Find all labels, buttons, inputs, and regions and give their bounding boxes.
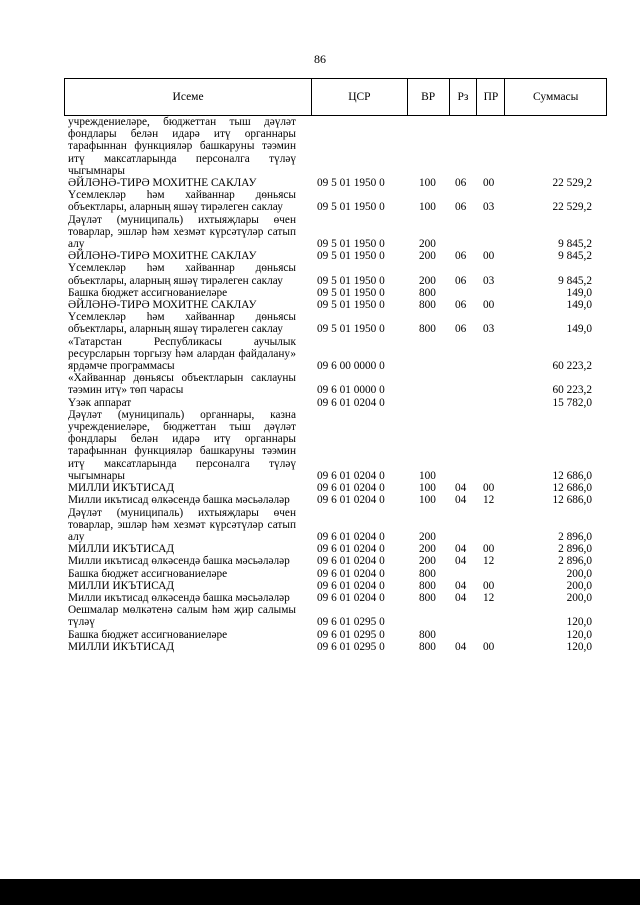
row-csr: 09 6 01 0204 0 xyxy=(317,494,385,507)
row-vr: 800 xyxy=(419,591,436,604)
row-rz: 04 xyxy=(455,591,467,604)
row-sum: 2 896,0 xyxy=(558,530,592,543)
row-vr: 800 xyxy=(419,567,436,580)
row-vr: 800 xyxy=(419,628,436,641)
row-csr: 09 5 01 1950 0 xyxy=(317,323,385,336)
row-name: Дәүләт (муниципаль) ихтыяҗлары өчен товарлар, эшләр һәм хезмәт күрсәтүләр сатып алу xyxy=(68,506,296,543)
row-csr: 09 6 01 0204 0 xyxy=(317,555,385,568)
row-name: Үсемлекләр һәм хайваннар дөньясы объектлары, аларның яшәү тирәлеген саклау xyxy=(68,189,296,214)
row-vr: 800 xyxy=(419,579,436,592)
row-rz: 04 xyxy=(455,579,467,592)
table-row xyxy=(0,482,640,494)
row-csr: 09 6 01 0295 0 xyxy=(317,628,385,641)
row-csr: 09 6 00 0000 0 xyxy=(317,360,385,373)
row-sum: 149,0 xyxy=(566,299,592,312)
row-vr: 200 xyxy=(419,274,436,287)
table-row xyxy=(0,592,640,604)
row-csr: 09 6 01 0204 0 xyxy=(317,579,385,592)
row-pr: 00 xyxy=(483,299,495,312)
row-pr: 03 xyxy=(483,274,495,287)
row-name: Милли икътисад өлкәсендә башка мәсьәләләр xyxy=(68,494,290,507)
row-pr: 03 xyxy=(483,201,495,214)
table-row xyxy=(0,543,640,555)
row-name: Башка бюджет ассигнованиеләре xyxy=(68,628,228,641)
row-vr: 100 xyxy=(419,469,436,482)
row-rz: 04 xyxy=(455,543,467,556)
row-vr: 200 xyxy=(419,555,436,568)
table-row xyxy=(0,555,640,567)
table-row xyxy=(0,580,640,592)
table-row xyxy=(0,299,640,311)
row-csr: 09 6 01 0204 0 xyxy=(317,396,385,409)
row-sum: 60 223,2 xyxy=(552,384,592,397)
scan-border xyxy=(0,879,640,905)
table-row xyxy=(0,336,640,373)
row-vr: 800 xyxy=(419,299,436,312)
row-vr: 200 xyxy=(419,530,436,543)
row-sum: 149,0 xyxy=(566,323,592,336)
row-name: Башка бюджет ассигнованиеләре xyxy=(68,286,228,299)
table-row xyxy=(0,287,640,299)
table-row xyxy=(0,116,640,177)
row-csr: 09 6 01 0204 0 xyxy=(317,469,385,482)
column-header-sum: Суммасы xyxy=(532,91,579,103)
column-header-rz: Рз xyxy=(450,79,478,115)
row-vr: 200 xyxy=(419,543,436,556)
column-header-pr: ПР xyxy=(477,79,505,115)
table-row xyxy=(0,189,640,213)
column-header-name: Исеме xyxy=(65,79,312,115)
row-name: МИЛЛИ ИКЪТИСАД xyxy=(68,482,175,495)
row-csr: 09 5 01 1950 0 xyxy=(317,286,385,299)
row-vr: 100 xyxy=(419,201,436,214)
row-sum: 12 686,0 xyxy=(552,482,592,495)
table-row xyxy=(0,568,640,580)
row-name: Үсемлекләр һәм хайваннар дөньясы объектлары, аларның яшәү тирәлеген саклау xyxy=(68,262,296,287)
row-vr: 200 xyxy=(419,250,436,263)
row-csr: 09 5 01 1950 0 xyxy=(317,274,385,287)
row-sum: 60 223,2 xyxy=(552,360,592,373)
row-pr: 12 xyxy=(483,555,495,568)
row-csr: 09 6 01 0204 0 xyxy=(317,567,385,580)
row-sum: 12 686,0 xyxy=(552,469,592,482)
row-pr: 00 xyxy=(483,482,495,495)
table-row xyxy=(0,372,640,396)
row-csr: 09 6 01 0204 0 xyxy=(317,591,385,604)
table-body xyxy=(0,116,640,653)
row-vr: 200 xyxy=(419,238,436,251)
row-name: Үзәк аппарат xyxy=(68,396,132,409)
row-name: МИЛЛИ ИКЪТИСАД xyxy=(68,579,175,592)
row-name: Дәүләт (муниципаль) органнары, казна учреждениеләре, бюджеттан тыш дәүләт фондлары белән идарә итү органнары тарафыннан функцияләр башкаруны тәэмин итү максатларында персоналга түләү чыгымнары xyxy=(68,408,296,482)
row-name: МИЛЛИ ИКЪТИСАД xyxy=(68,543,175,556)
row-name: Дәүләт (муниципаль) ихтыяҗлары өчен товарлар, эшләр һәм хезмәт күрсәтүләр сатып алу xyxy=(68,213,296,251)
row-name: Милли икътисад өлкәсендә башка мәсьәләләр xyxy=(68,591,290,604)
row-pr: 00 xyxy=(483,640,495,653)
row-csr: 09 6 01 0295 0 xyxy=(317,616,385,629)
row-sum: 15 782,0 xyxy=(552,396,592,409)
row-vr: 100 xyxy=(419,482,436,495)
row-sum: 22 529,2 xyxy=(552,177,592,190)
row-name: Оешмалар мөлкәтенә салым һәм җир салымы түләү xyxy=(68,604,296,629)
row-name: ӘЙЛӘНӘ-ТИРӘ МОХИТНЕ САКЛАУ xyxy=(68,250,257,263)
row-rz: 06 xyxy=(455,250,467,263)
table-row xyxy=(0,250,640,262)
row-name: учреждениеләре, бюджеттан тыш дәүләт фондлары белән идарә итү органнары тарафыннан функцияләр башкаруны тәэмин итү максатларында персоналга түләү чыгымнары xyxy=(68,116,296,177)
table-row xyxy=(0,604,640,628)
row-name: МИЛЛИ ИКЪТИСАД xyxy=(68,640,175,653)
row-rz: 06 xyxy=(455,274,467,287)
row-rz: 04 xyxy=(455,640,467,653)
table-row xyxy=(0,311,640,335)
table-row xyxy=(0,214,640,251)
row-sum: 120,0 xyxy=(566,640,592,653)
page-number: 86 xyxy=(314,52,326,66)
row-name: «Хайваннар дөньясы объектларын саклауны тәэмин итү» төп чарасы xyxy=(68,372,296,397)
column-header-vr: ВР xyxy=(408,79,450,115)
row-sum: 9 845,2 xyxy=(558,274,592,287)
row-sum: 22 529,2 xyxy=(552,201,592,214)
row-sum: 9 845,2 xyxy=(558,250,592,263)
row-sum: 2 896,0 xyxy=(558,543,592,556)
row-name: ӘЙЛӘНӘ-ТИРӘ МОХИТНЕ САКЛАУ xyxy=(68,177,257,190)
row-vr: 800 xyxy=(419,286,436,299)
table-row xyxy=(0,177,640,189)
row-rz: 06 xyxy=(455,323,467,336)
row-csr: 09 6 01 0204 0 xyxy=(317,482,385,495)
row-rz: 04 xyxy=(455,482,467,495)
table-row xyxy=(0,397,640,409)
row-pr: 03 xyxy=(483,323,495,336)
table-row xyxy=(0,262,640,286)
row-csr: 09 5 01 1950 0 xyxy=(317,177,385,190)
row-rz: 04 xyxy=(455,494,467,507)
row-csr: 09 6 01 0295 0 xyxy=(317,640,385,653)
row-pr: 12 xyxy=(483,494,495,507)
row-sum: 120,0 xyxy=(566,628,592,641)
row-vr: 100 xyxy=(419,177,436,190)
row-csr: 09 5 01 1950 0 xyxy=(317,250,385,263)
row-sum: 200,0 xyxy=(566,591,592,604)
row-name: «Татарстан Республикасы аучылык ресурсларын торгызу һәм алардан файдалану» ярдәмче программасы xyxy=(68,335,296,373)
row-sum: 120,0 xyxy=(566,616,592,629)
row-name: Үсемлекләр һәм хайваннар дөньясы объектлары, аларның яшәү тирәлеген саклау xyxy=(68,311,296,336)
row-name: ӘЙЛӘНӘ-ТИРӘ МОХИТНЕ САКЛАУ xyxy=(68,299,257,312)
row-vr: 800 xyxy=(419,323,436,336)
table-row xyxy=(0,409,640,482)
row-pr: 00 xyxy=(483,543,495,556)
row-pr: 00 xyxy=(483,250,495,263)
row-csr: 09 6 01 0204 0 xyxy=(317,530,385,543)
row-csr: 09 5 01 1950 0 xyxy=(317,299,385,312)
table-row xyxy=(0,629,640,641)
row-name: Милли икътисад өлкәсендә башка мәсьәләләр xyxy=(68,555,290,568)
row-sum: 149,0 xyxy=(566,286,592,299)
row-sum: 200,0 xyxy=(566,567,592,580)
row-vr: 100 xyxy=(419,494,436,507)
table-row xyxy=(0,641,640,653)
row-csr: 09 6 01 0204 0 xyxy=(317,543,385,556)
row-rz: 04 xyxy=(455,555,467,568)
row-sum: 200,0 xyxy=(566,579,592,592)
row-sum: 12 686,0 xyxy=(552,494,592,507)
row-vr: 800 xyxy=(419,640,436,653)
row-pr: 00 xyxy=(483,177,495,190)
row-pr: 12 xyxy=(483,591,495,604)
column-header-csr: ЦСР xyxy=(312,79,408,115)
row-sum: 2 896,0 xyxy=(558,555,592,568)
row-csr: 09 5 01 1950 0 xyxy=(317,201,385,214)
row-csr: 09 6 01 0000 0 xyxy=(317,384,385,397)
row-rz: 06 xyxy=(455,299,467,312)
table-row xyxy=(0,494,640,506)
table-header xyxy=(64,78,607,116)
row-csr: 09 5 01 1950 0 xyxy=(317,238,385,251)
row-sum: 9 845,2 xyxy=(558,238,592,251)
table-row xyxy=(0,507,640,544)
row-rz: 06 xyxy=(455,201,467,214)
row-rz: 06 xyxy=(455,177,467,190)
row-pr: 00 xyxy=(483,579,495,592)
row-name: Башка бюджет ассигнованиеләре xyxy=(68,567,228,580)
